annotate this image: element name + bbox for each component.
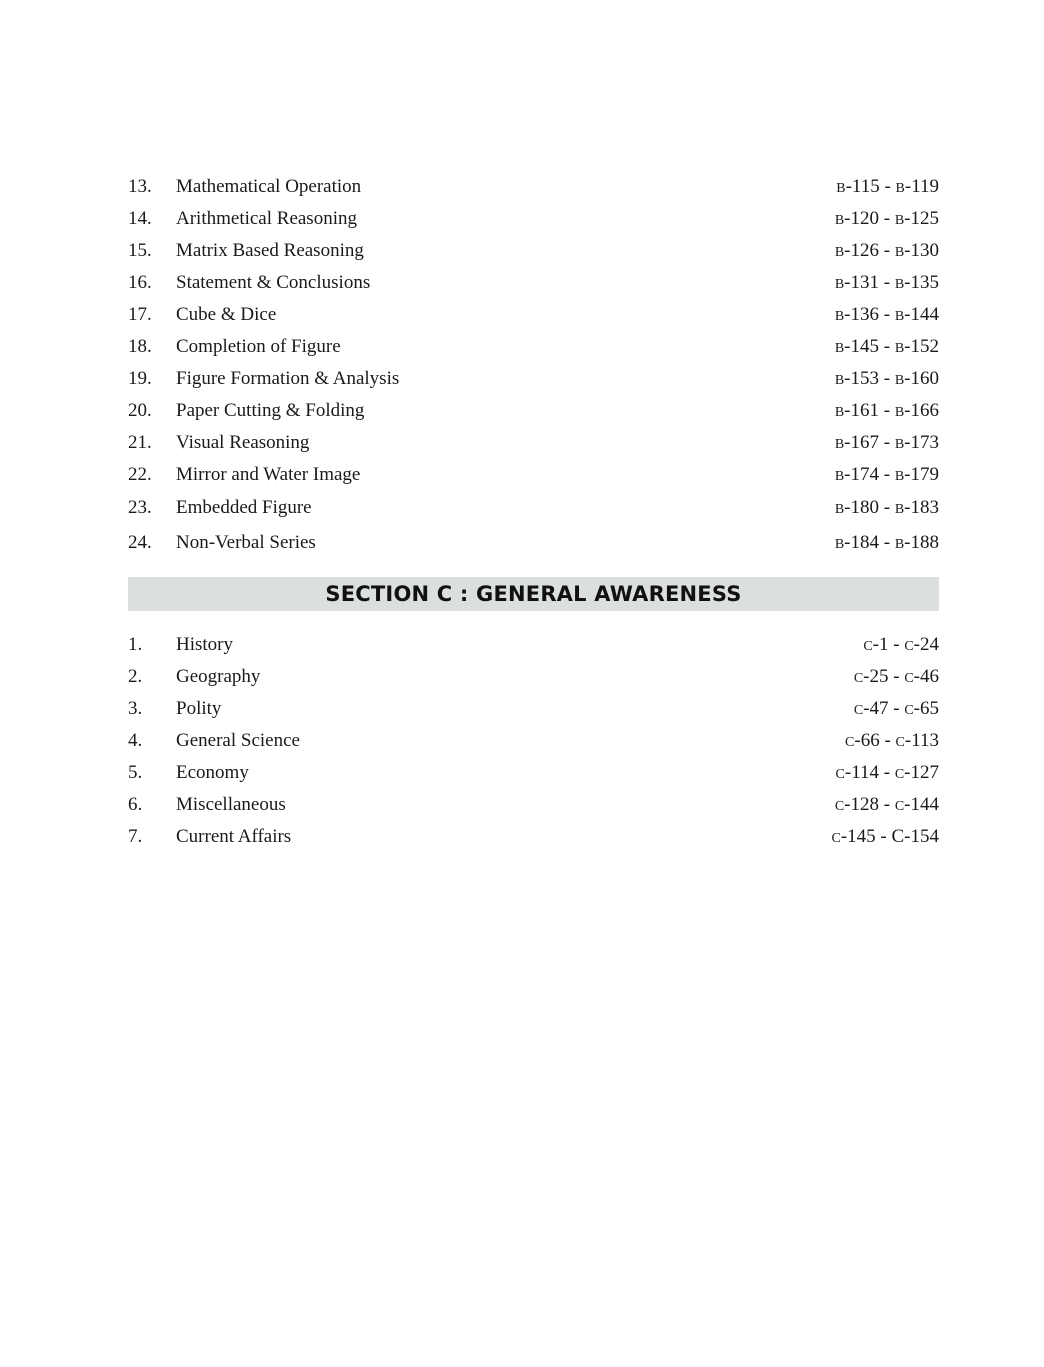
toc-row-title: Embedded Figure	[176, 497, 312, 518]
toc-row-title: Paper Cutting & Folding	[176, 400, 365, 421]
toc-row-title: Matrix Based Reasoning	[176, 240, 364, 261]
toc-row-title: General Science	[176, 730, 300, 751]
toc-row-number: 21.	[128, 432, 152, 453]
toc-row-title: Statement & Conclusions	[176, 272, 371, 293]
toc-row-number: 19.	[128, 368, 152, 389]
toc-row-pages: B-161 - B-166	[834, 400, 939, 421]
toc-row-number: 13.	[128, 176, 152, 197]
toc-row-pages: B-145 - B-152	[834, 336, 939, 357]
toc-row-pages: B-184 - B-188	[834, 532, 939, 553]
toc-row-title: Miscellaneous	[176, 794, 286, 815]
toc-row-number: 7.	[128, 826, 143, 847]
toc-row[interactable]	[128, 205, 939, 233]
toc-row-title: Arithmetical Reasoning	[176, 208, 357, 229]
toc-row[interactable]	[128, 173, 939, 201]
toc-row-number: 5.	[128, 762, 143, 783]
toc-row-title: Mathematical Operation	[176, 176, 362, 197]
section-c-heading: SECTION C : GENERAL AWARENESS	[128, 577, 939, 611]
toc-row[interactable]	[128, 663, 939, 691]
toc-row[interactable]	[128, 791, 939, 819]
toc-row-number: 22.	[128, 464, 152, 485]
toc-row[interactable]	[128, 823, 939, 851]
toc-row-number: 18.	[128, 336, 152, 357]
toc-row-title: Polity	[176, 698, 222, 719]
toc-row-number: 3.	[128, 698, 143, 719]
toc-row-pages: B-153 - B-160	[834, 368, 939, 389]
toc-row-title: Cube & Dice	[176, 304, 277, 325]
toc-row-number: 15.	[128, 240, 152, 261]
toc-row-pages: C-66 - C-113	[845, 730, 939, 751]
toc-row[interactable]	[128, 269, 939, 297]
toc-row-number: 4.	[128, 730, 143, 751]
toc-row-pages: B-167 - B-173	[834, 432, 939, 453]
toc-row-number: 14.	[128, 208, 152, 229]
toc-row-pages: C-114 - C-127	[835, 762, 939, 783]
toc-row-pages: B-180 - B-183	[834, 497, 939, 518]
toc-row-title: Geography	[176, 666, 261, 687]
toc-row-pages: C-128 - C-144	[834, 794, 939, 815]
toc-row-number: 1.	[128, 634, 143, 655]
toc-row-number: 2.	[128, 666, 143, 687]
toc-row[interactable]	[128, 631, 939, 659]
toc-row[interactable]	[128, 429, 939, 457]
toc-row[interactable]	[128, 727, 939, 755]
toc-row-title: Visual Reasoning	[176, 432, 310, 453]
toc-row-title: Non-Verbal Series	[176, 532, 316, 553]
toc-row[interactable]	[128, 397, 939, 425]
toc-row[interactable]	[128, 301, 939, 329]
toc-row-pages: C-1 - C-24	[863, 634, 939, 655]
toc-row-title: Figure Formation & Analysis	[176, 368, 400, 389]
toc-row-title: Completion of Figure	[176, 336, 341, 357]
toc-row-title: History	[176, 634, 233, 655]
toc-row-number: 17.	[128, 304, 152, 325]
toc-row[interactable]	[128, 759, 939, 787]
toc-row-pages: C-25 - C-46	[853, 666, 939, 687]
toc-row-title: Current Affairs	[176, 826, 292, 847]
toc-row-pages: B-136 - B-144	[834, 304, 939, 325]
toc-row-number: 6.	[128, 794, 143, 815]
toc-row-pages: C-47 - C-65	[853, 698, 939, 719]
toc-row[interactable]	[128, 695, 939, 723]
toc-row-pages: B-115 - B-119	[836, 176, 939, 197]
toc-row[interactable]	[128, 237, 939, 265]
toc-row[interactable]	[128, 333, 939, 361]
toc-row-pages: B-174 - B-179	[834, 464, 939, 485]
toc-row[interactable]	[128, 461, 939, 489]
toc-row-number: 20.	[128, 400, 152, 421]
toc-row-pages: B-131 - B-135	[834, 272, 939, 293]
toc-row-pages: B-120 - B-125	[834, 208, 939, 229]
toc-row-title: Mirror and Water Image	[176, 464, 361, 485]
toc-row-title: Economy	[176, 762, 249, 783]
toc-row-number: 24.	[128, 532, 152, 553]
toc-row[interactable]	[128, 365, 939, 393]
toc-row-number: 16.	[128, 272, 152, 293]
toc-row-pages: B-126 - B-130	[834, 240, 939, 261]
toc-row[interactable]	[128, 529, 939, 557]
toc-row[interactable]	[128, 494, 939, 522]
toc-row-pages: C-145 - C-154	[831, 826, 939, 847]
toc-row-number: 23.	[128, 497, 152, 518]
